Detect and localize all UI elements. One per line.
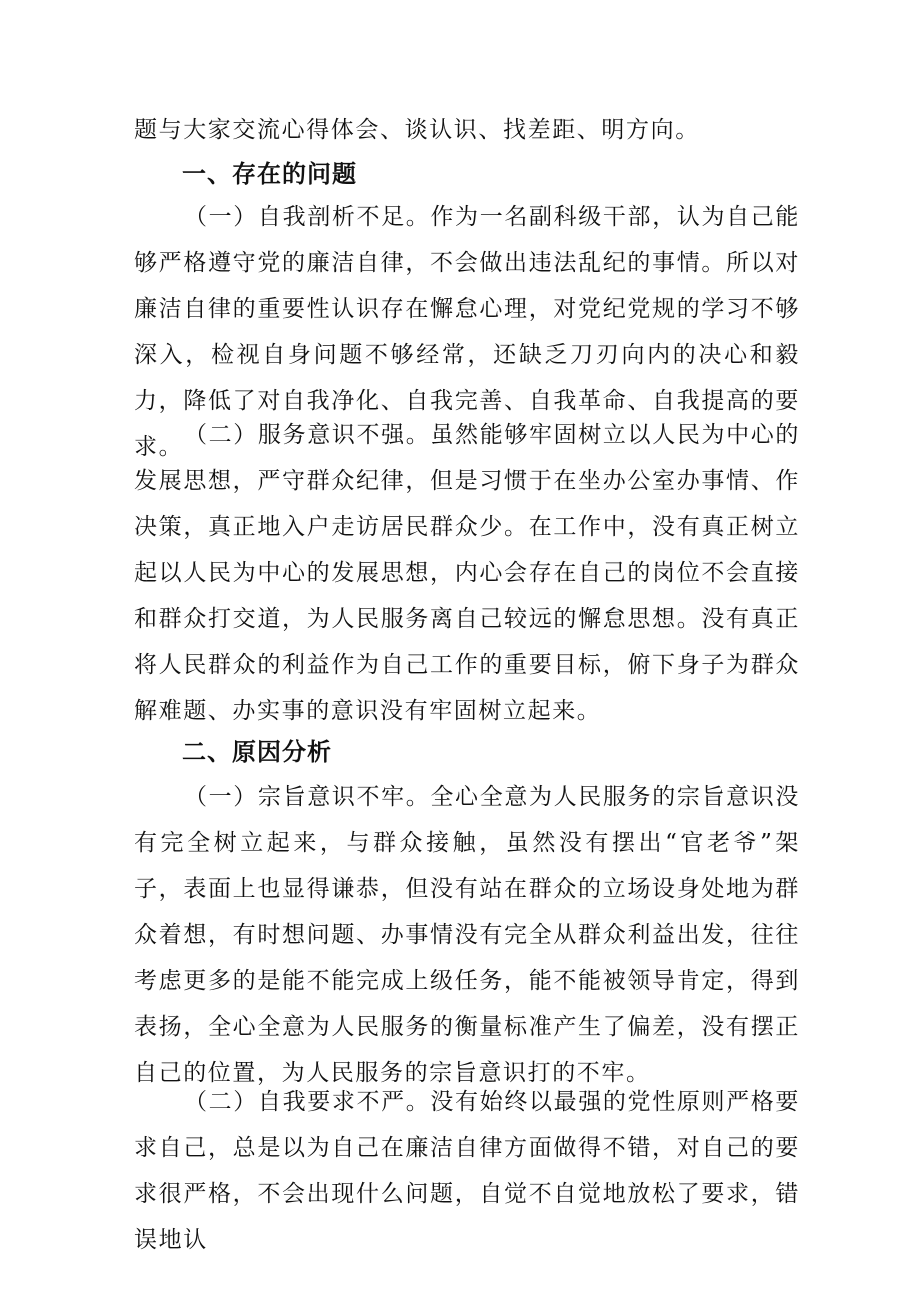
intro-paragraph-tail: 题与大家交流心得体会、谈认识、找差距、明方向。 <box>134 117 700 143</box>
paragraph-self-requirement: （二）自我要求不严。没有始终以最强的党性原则严格要求自己，总是以为自己在廉洁自律方面做得不错，对自己的要求很严格，不会出现什么问题，自觉不自觉地放松了要求，错误地认 <box>134 1089 800 1253</box>
paragraph-self-analysis: （一）自我剖析不足。作为一名副科级干部，认为自己能够严格遵守党的廉洁自律，不会做出违法乱纪的事情。所以对廉洁自律的重要性认识存在懈怠心理，对党纪党规的学习不够深入，检视自身问题不够经常，还缺乏刀刃向内的决心和毅力，降低了对自我净化、自我完善、自我革命、自我提高的要求。 <box>134 204 800 460</box>
paragraph-service-awareness: （二）服务意识不强。虽然能够牢固树立以人民为中心的发展思想，严守群众纪律，但是习惯于在坐办公室办事情、作决策，真正地入户走访居民群众少。在工作中，没有真正树立起以人民为中心的发展思想，内心会存在自己的岗位不会直接和群众打交道，为人民服务离自己较远的懈怠思想。没有真正将人民群众的利益作为自己工作的重要目标，俯下身子为群众解难题、办实事的意识没有牢固树立起来。 <box>134 422 800 724</box>
section-heading-cause-analysis: 二、原因分析 <box>182 738 332 766</box>
section-heading-existing-problems: 一、存在的问题 <box>182 160 357 188</box>
paragraph-purpose-awareness: （一）宗旨意识不牢。全心全意为人民服务的宗旨意识没有完全树立起来，与群众接触，虽然没有摆出“官老爷”架子，表面上也显得谦恭，但没有站在群众的立场设身处地为群众着想，有时想问题、办事情没有完全从群众利益出发，往往考虑更多的是能不能完成上级任务，能不能被领导肯定，得到表扬，全心全意为人民服务的衡量标准产生了偏差，没有摆正自己的位置，为人民服务的宗旨意识打的不牢。 <box>134 784 800 1086</box>
